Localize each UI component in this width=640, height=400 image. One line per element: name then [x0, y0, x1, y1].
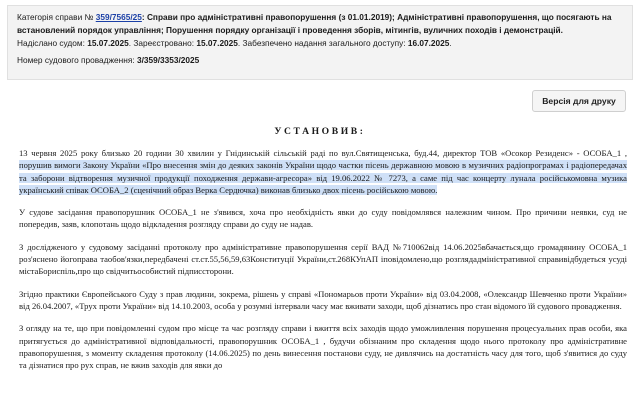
paragraph-4: Згідно практики Європейського Суду з прав людини, зокрема, рішень у справі «Пономарьов проти України» від 03.04.2008, «Олександр Шевченко проти України» від 26.04.2007, «Трух проти України» від 14.10.2003, особа у розумні інтервали часу має вживати заходи, щоб дізнатись про стан відомого їй судового провадження.	[19, 288, 627, 311]
paragraph-1	[19, 147, 627, 196]
registered-label: Зареєстровано:	[133, 38, 195, 48]
dates-row: Надіслано судом: 15.07.2025. Зареєстровано: 15.07.2025. Забезпечено надання загального доступу: 16.07.2025.	[17, 38, 452, 48]
paragraph-1-start: 13 червня 2025 року близько 20 години 30 хвилин у Гнідинській сільській раді по вул.Святищенська, буд.44, директор ТОВ «Осокор Резиденс» - ОСОБА_1 ,	[19, 148, 627, 158]
category-text-2: встановлений порядок управління; Порушення порядку організації і проведення зборів, мітингів, вуличних походів і демонстрацій.	[17, 25, 563, 35]
decision-text	[19, 147, 627, 381]
section-heading: УСТАНОВИВ:	[274, 126, 366, 137]
access-label: Забезпечено надання загального доступу:	[242, 38, 406, 48]
case-category-row-2	[17, 24, 623, 37]
sent-date: 15.07.2025	[87, 38, 129, 48]
paragraph-5: З огляду на те, що при повідомленні судом про місце та час розгляду справи і вжиття всіх заходів щодо уможливлення порушення процесуальних прав особи, яка притягується до адміністративної відповідальності, правопорушник ОСОБА_1 , будучи обізнаним про складення щодо нього протоколу про адміністративне правопорушення, з моменту складення протоколу (14.06.2025) по день винесення постанови суду, не дивлячись на достатність часу для того, щоб з'явитися до суду та дізнатися про рух справ, не вжив заходів для явки до	[19, 323, 627, 371]
sent-label: Надіслано судом:	[17, 38, 85, 48]
case-metadata-box	[7, 5, 633, 80]
print-version-button[interactable]: Версія для друку	[532, 90, 626, 112]
category-text: : Справи про адміністративні правопорушення (з 01.01.2019); Адміністративні правопорушення, що посягають на	[141, 12, 612, 22]
category-label: Категорія справи №	[17, 12, 94, 22]
highlighted-selection: порушив вимоги Закону України «Про внесення змін до деяких законів України щодо частки пісень державною мовою в музичних радіопрограмах і радіопередачах та заборони відтворення музичної продукції походження держави-агресора» від 19.06.2022 № 7273, а саме під час концерту лунала російськомовна музика український співак ОСОБА_2 (сценічний образ Верка Сердючка) виконав близько двох пісень російською мовою.	[19, 160, 627, 195]
case-number-link[interactable]: 359/7565/25	[95, 12, 142, 22]
access-date: 16.07.2025	[407, 38, 450, 48]
proceeding-number: 3/359/3353/2025	[136, 55, 200, 65]
proceeding-label: Номер судового провадження:	[17, 55, 135, 65]
registered-date: 15.07.2025	[196, 38, 238, 48]
proceeding-row	[17, 54, 623, 67]
paragraph-3: З дослідженого у судовому засіданні протоколу про адміністративне правопорушення серії ВАД №710062від 14.06.2025вбачається,що громадянину ОСОБА_1 роз'яснено йогоправа таобов'язки,передбачені ст.ст.55,56,59,63Конституції України,ст.268КУпАП іповідомлено,що розглядадміністративної справивідбудеться усуді містаБориспіль,про що свідчитьособистий підписсторони.	[19, 241, 627, 277]
paragraph-2: У судове засідання правопорушник ОСОБА_1 не з'явився, хоча про необхідність явки до суду повідомлявся належним чином. Про причини неявки, суд не попередив, заяв, клопотань щодо відкладення розгляду справи до суду не надав.	[19, 207, 627, 230]
case-category-row	[17, 11, 623, 24]
